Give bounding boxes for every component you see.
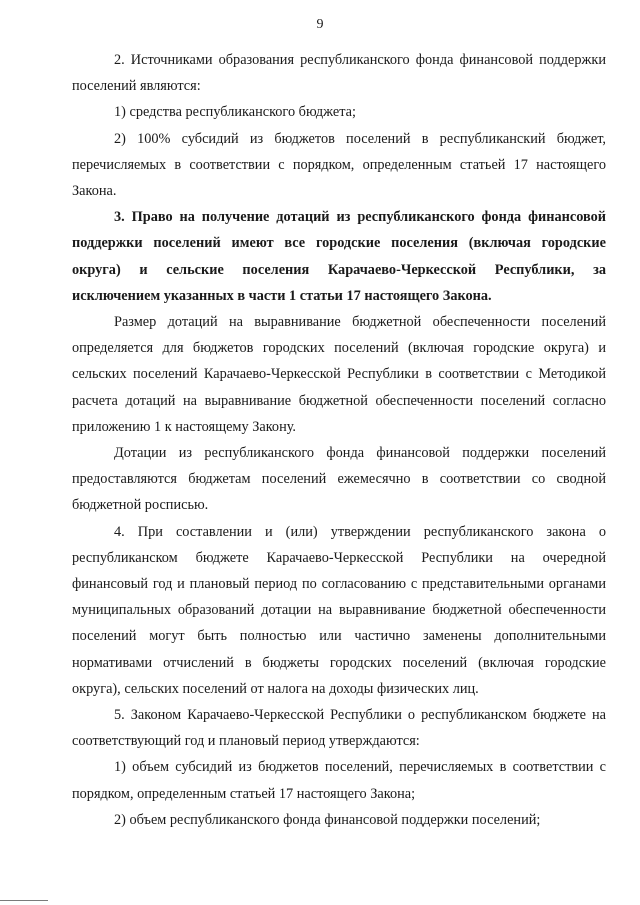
paragraph-grant-provision: Дотации из республиканского фонда финансовой поддержки поселений предоставляются бюджетам поселений ежемесячно в соответствии со сводной бюджетной росписью. xyxy=(72,445,606,514)
paragraph-source-1: 1) средства республиканского бюджета; xyxy=(114,104,356,121)
page-number: 9 xyxy=(316,17,324,32)
paragraph-approve-item-2: 2) объем республиканского фонда финансовой поддержки поселений; xyxy=(114,811,541,828)
document-body xyxy=(72,47,606,833)
paragraph-grant-replacement: 4. При составлении и (или) утверждении республиканского закона о республиканском бюджете Карачаево-Черкесской Республики на очередной финансовый год и плановый период по согласованию с представительными органами муниципальных образований дотации на выравнивание бюджетной обеспеченности поселений могут быть полностью или частично заменены дополнительными нормативами отчислений в бюджеты городских поселений (включая городские округа), сельских поселений от налога на доходы физических лиц. xyxy=(72,523,606,697)
paragraph-source-2: 2) 100% субсидий из бюджетов поселений в республиканский бюджет, перечисляемых в соответствии с порядком, определенным статьей 17 настоящего Закона. xyxy=(72,130,606,200)
paragraph-approve-item-1: 1) объем субсидий из бюджетов поселений, перечисляемых в соответствии с порядком, определенным статьей 17 настоящего Закона; xyxy=(72,759,606,802)
paragraph-law-approves: 5. Законом Карачаево-Черкесской Республики о республиканском бюджете на соответствующий год и плановый период утверждаются: xyxy=(72,707,606,750)
paragraph-sources: 2. Источниками образования республиканского фонда финансовой поддержки поселений являются: xyxy=(72,52,606,95)
paragraph-right-to-grants: 3. Право на получение дотаций из республиканского фонда финансовой поддержки поселений имеют все городские поселения (включая городские округа) и сельские поселения Карачаево-Черкесской Республики, за исключением указанных в части 1 статьи 17 настоящего Закона. xyxy=(72,209,606,304)
paragraph-grant-size: Размер дотаций на выравнивание бюджетной обеспеченности поселений определяется для бюджетов городских поселений (включая городские округа) и сельских поселений Карачаево-Черкесской Республики в соответствии с Методикой расчета дотаций на выравнивание бюджетной обеспеченности поселений согласно приложению 1 к настоящему Закону. xyxy=(72,314,606,435)
footer-divider xyxy=(0,900,48,901)
